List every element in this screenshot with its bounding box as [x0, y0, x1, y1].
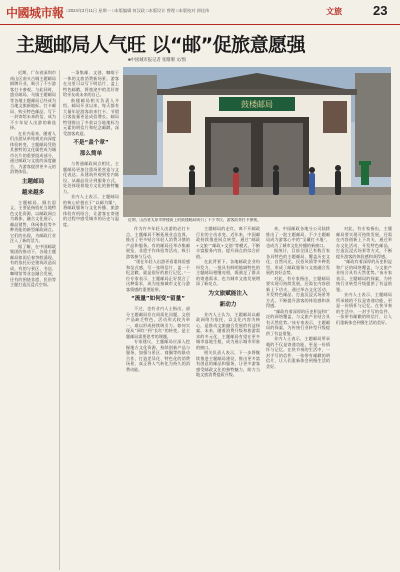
paragraph: 相关负责人表示，下一步将继续推进主题邮局建设，推出更多富有创意的邮品和服务，让更多游客感受邮政文化的独特魅力，助力当地文旅消费提质升级。	[196, 350, 260, 377]
subheading: “流量”如何变“留量”	[131, 296, 185, 302]
paragraph: “邮政有着深厚的历史积淀和广泛的网络覆盖，与文旅产业结合具有天然优势。”该专家表示，主题邮局的探索，为传统行业转型升级提供了有益借鉴。	[336, 259, 392, 292]
paragraph: 在业内看来，随着人们出游从单纯观光向深度体验转变，主题邮局凭借其独特的文化属性成为城市名片的重要组成部分，通过邮政与文旅的深度融合，为游客提供更多元的消费体验。	[10, 130, 56, 174]
masthead	[0, 0, 400, 25]
photo-caption: 近期，山西省太原市钟楼街上的鼓楼邮局吸引了不少市民、游客前来打卡参观。	[128, 218, 261, 222]
subheading: 那么简单	[79, 151, 103, 157]
subheading: 主题邮局	[21, 178, 45, 185]
paragraph: 据统计，目前全国已有数百家各具特色的主题邮局，覆盖历史文化、自然风光、民俗风情等多种类型，形成了邮政服务与文旅融合发展的良好态势。	[266, 248, 330, 275]
subheading: 新动力	[219, 301, 237, 308]
paragraph: 鼓楼邮局相关负责人介绍，邮局开业以来，每天都有大量年轻游客前来打卡，节假日客流量更是成倍增长。邮局特别推出了多款以当地地标为元素的明信片和纪念邮戳，深受游客欢迎。	[63, 97, 119, 136]
paragraph: 不过，也有业内人士指出，部分主题邮局存在同质化问题，文创产品缺乏特色，活动形式较为单一，难以形成持续吸引力。如何实现从“网红”到“长红”的转变，是主题邮局需要思考的课题。	[126, 306, 190, 339]
subheading: 为文旅赋能注入	[208, 290, 248, 297]
article-column-2	[63, 70, 119, 570]
paragraph: 业内人士表示，主题邮局所承载的不仅是寄递功能，更是一份情怀与记忆。在快节奏的生活中，一封手写的信件、一张带有邮戳的明信片，让人们重新体会到慢生活的美好。	[336, 292, 392, 325]
paragraph: “邮政有着深厚的历史积淀和广泛的网络覆盖，与文旅产业结合具有天然优势。”该专家表示，主题邮局的探索，为传统行业转型升级提供了有益借鉴。	[266, 308, 330, 336]
paragraph: 对此，有专家指出，主题邮局要实现可持续发展，还需在内容创新上下功夫，通过举办文化活动、开发特色邮品、打造沉浸式场景等方式，不断提升游客的体验感和获得感。	[266, 275, 330, 308]
paragraph: “现在年轻人出游更看重体验感和仪式感，写一张明信片、盖一个纪念戳，就是很好的旅行记忆。”一位专家表示，主题邮局正好契合了这种需求，成为连接城市文化与游客情感的重要纽带。	[126, 259, 190, 292]
subheading: 不是“盖个章”	[73, 140, 109, 146]
headline: 主题邮局人气旺 以“邮”促旅意愿强	[16, 34, 306, 56]
post-office-photo	[123, 67, 391, 217]
paragraph: 与普通邮政网点相比，主题邮局更加注重场景营造与文化表达。从建筑外观到室内陈设，从邮品设计到服务方式，处处体现着地方文化的独特魅力。	[63, 161, 119, 194]
column-divider	[59, 70, 60, 570]
paragraph: 主题邮局的走红，离不开邮政行业的主动求变。近年来，中国邮政持续推进网点转型，通过“邮政+文旅”“邮政+文创”等模式，不断丰富服务内容，提升网点的综合价值。	[196, 226, 260, 259]
article-column-3	[126, 226, 190, 570]
article-column-5	[266, 226, 330, 570]
paragraph: 业内人士表示，主题邮局的核心价值在于“以邮为媒”，将邮政服务与文化传播、旅游体验有机结合，让游客在寄递的过程中感受城市的历史与温度。	[63, 194, 119, 227]
paragraph: 主题邮局，顾名思义，主要是指依托当地特色文化资源，以邮政网点为载体，融合文化展示、邮品销售、休闲体验等多种功能的新型邮政网点。它们的出现，为邮政行业注入了新的活力。	[10, 199, 56, 243]
paragraph: 近期，广东省深圳市南山区南头古城主题邮局揭牌开业，吸引了不少游客打卡参观。与此同时，盛京邮局、乌镇主题邮局等各地主题邮局已经成为当地文旅新地标。打卡邮局、购买特色邮品、写下一封寄给未来的信，成为不少年轻人出游的新选择。	[10, 70, 56, 130]
paragraph: 业内人士认为，主题邮局以邮政网络为依托，以文化内容为核心，是推动文旅融合发展的有益探索。未来，随着消费升级和旅游需求的多元化，主题邮局有望在更多城市落地生根，成为展示城市形象的窗口。	[196, 311, 260, 350]
subheading: 越来越多	[21, 189, 45, 196]
article-column-1	[10, 70, 56, 570]
paragraph: 据了解，在中国邮政集团的推动下，各地主题邮局如雨后春笋般涌现。有的依托历史建筑改造而成，有的与景区、书店、咖啡馆等业态融合发展，还有的围绕非遗、民俗等主题打造沉浸式空间。	[10, 243, 56, 287]
byline: ■中国城市报记者 张珊珊 文/图	[128, 57, 186, 62]
paragraph: 对此，有专家指出，主题邮局要实现可持续发展，还需在内容创新上下功夫，通过举办文化活动、开发特色邮品、打造沉浸式场景等方式，不断提升游客的体验感和获得感。	[336, 226, 392, 259]
paragraph: 一条集邮、文创、咖啡于一体的文旅消费新场景。游客在这里可以写下明信片、盖上特色邮戳，将旅途中的美好寄给亲友或未来的自己。	[63, 70, 119, 97]
newspaper-logo: 中國城市報	[6, 6, 64, 20]
page-number: 23	[373, 3, 388, 18]
article-column-4	[196, 226, 260, 570]
paragraph: 作为许多年轻人出游的必打卡点，主题邮局不断拓展业态边界，推出了更多贴合年轻人消费习惯的产品和服务。有的邮局还举办集邮展览、非遗手作体验等活动，吸引游客参与互动。	[126, 226, 190, 259]
paragraph: 专家建议，主题邮局应深入挖掘地方文化资源，持续创新产品与服务，加强与景区、商圈等的联动合作，打造差异化、特色化的消费场景，真正将人气转化为持久的消费动能。	[126, 339, 190, 372]
date-line: □2024年3月11日 星期一 □本版编辑 何汉政 □本版设计 曾理 □本版校对 郭佳伟	[66, 8, 210, 13]
post-office-sign: 鼓楼邮局	[241, 100, 273, 109]
paragraph: 来，中国邮政各地分公司陆续推出了一批主题邮局，不少主题邮局成为游客心中的“宝藏打卡地”，也成为了城市文化传播的新窗口。	[266, 226, 330, 248]
paragraph: 在此背景下，各地邮政企业纷纷发力，一批具有鲜明地域特色的主题邮局相继亮相，既满足了群众的寄递需求，也为城市文旅发展增添了新亮点。	[196, 259, 260, 286]
article-column-6	[336, 226, 392, 570]
section-name: 文旅	[326, 7, 342, 16]
paragraph: 业内人士表示，主题邮局所承载的不仅是寄递功能，更是一份情怀与记忆。在快节奏的生活中，一封手写的信件、一张带有邮戳的明信片，让人们重新体会到慢生活的美好。	[266, 336, 330, 369]
post-office-illustration	[123, 67, 391, 217]
